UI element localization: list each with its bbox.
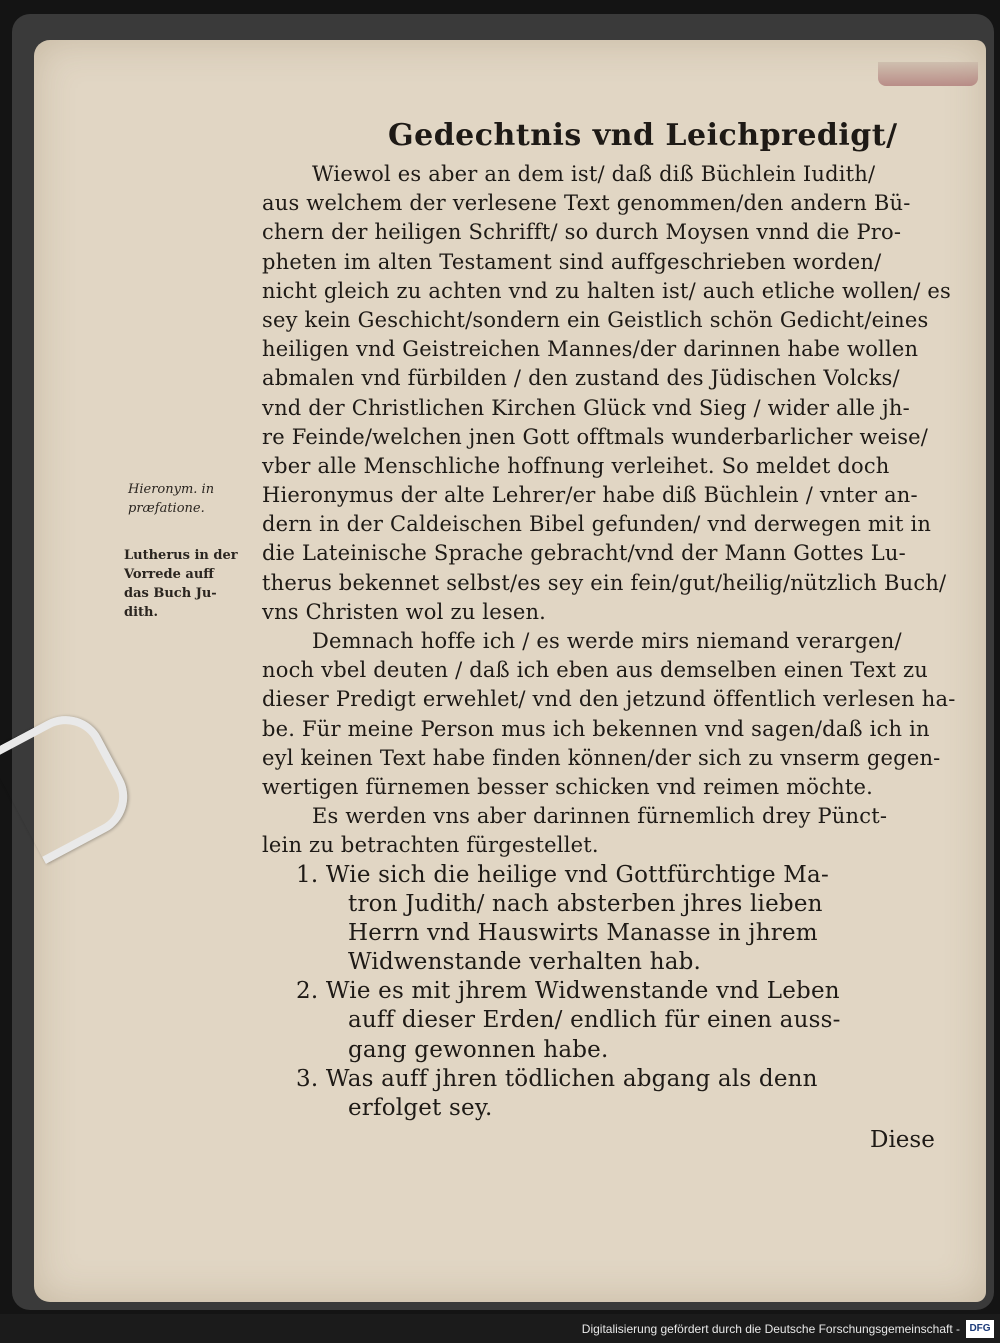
text-line: 3. Was auff jhren tödlichen abgang als denn xyxy=(296,1065,818,1092)
text-line: Wiewol es aber an dem ist/ daß diß Büchlein Iudith/ xyxy=(312,162,876,186)
text-line: re Feinde/welchen jnen Gott offtmals wunderbarlicher weise/ xyxy=(262,424,929,449)
margin-note-line: Vorrede auff xyxy=(124,567,214,582)
text-line: eyl keinen Text habe finden können/der sich zu vnserm gegen- xyxy=(262,745,941,770)
text-line: gang gewonnen habe. xyxy=(348,1036,609,1063)
margin-note-hieronymus xyxy=(128,480,263,518)
catchword: Diese xyxy=(870,1127,935,1153)
text-line: Demnach hoffe ich / es werde mirs niemand verargen/ xyxy=(312,629,902,653)
text-line: 1. Wie sich die heilige vnd Gottfürchtige Ma- xyxy=(296,861,829,888)
text-line: die Lateinische Sprache gebracht/vnd der Mann Gottes Lu- xyxy=(262,541,906,566)
text-line: abmalen vnd fürbilden / den zustand des Jüdischen Volcks/ xyxy=(262,366,900,391)
text-line: dern in der Caldeischen Bibel gefunden/ vnd derwegen mit in xyxy=(262,512,932,537)
footer-credit: Digitalisierung gefördert durch die Deutsche Forschungsgemeinschaft - xyxy=(581,1322,960,1336)
margin-note-line: Lutherus in der xyxy=(124,548,238,563)
text-line: be. Für meine Person mus ich bekennen vnd sagen/daß ich in xyxy=(262,716,930,741)
text-line: wertigen fürnemen besser schicken vnd reimen möchte. xyxy=(262,774,873,799)
text-line: lein zu betrachten fürgestellet. xyxy=(262,833,599,858)
text-line: tron Judith/ nach absterben jhres lieben xyxy=(348,890,823,917)
margin-note-line: præfatione. xyxy=(128,501,205,516)
text-line: heiligen vnd Geistreichen Mannes/der darinnen habe wollen xyxy=(262,337,919,362)
text-line: chern der heiligen Schrifft/ so durch Moysen vnnd die Pro- xyxy=(262,220,902,245)
dfg-logo: DFG xyxy=(966,1320,994,1338)
text-line: Hieronymus der alte Lehrer/er habe diß Büchlein / vnter an- xyxy=(262,483,918,508)
text-line: erfolget sey. xyxy=(348,1095,493,1121)
margin-note-lutherus xyxy=(124,546,259,622)
text-line: 2. Wie es mit jhrem Widwenstande vnd Leben xyxy=(296,978,840,1005)
body-text xyxy=(262,160,956,1123)
text-line: aus welchem der verlesene Text genommen/den andern Bü- xyxy=(262,191,911,216)
text-line: sey kein Geschicht/sondern ein Geistlich schön Gedicht/eines xyxy=(262,307,929,332)
running-header: Gedechtnis vnd Leichpredigt/ xyxy=(388,118,898,153)
text-line: Es werden vns aber darinnen fürnemlich drey Pünct- xyxy=(312,804,888,829)
text-line: vns Christen wol zu lesen. xyxy=(262,599,547,624)
text-line: pheten im alten Testament sind auffgeschrieben worden/ xyxy=(262,249,882,274)
text-line: noch vbel deuten / daß ich eben aus demselben einen Text zu xyxy=(262,658,929,683)
text-line: vber alle Menschliche hoffnung verleihet. So meldet doch xyxy=(262,453,890,478)
text-line: vnd der Christlichen Kirchen Glück vnd Sieg / wider alle jh- xyxy=(262,395,910,420)
text-line: nicht gleich zu achten vnd zu halten ist/ auch etliche wollen/ es xyxy=(262,278,951,303)
text-line: therus bekennet selbst/es sey ein fein/gut/heilig/nützlich Buch/ xyxy=(262,570,947,595)
text-line: auff dieser Erden/ endlich für einen auss- xyxy=(348,1007,841,1034)
margin-note-line: dith. xyxy=(124,605,159,620)
footer-bar xyxy=(0,1316,1000,1343)
text-line: Widwenstande verhalten hab. xyxy=(348,949,702,976)
margin-note-line: das Buch Ju- xyxy=(124,586,217,601)
text-line: Herrn vnd Hauswirts Manasse in jhrem xyxy=(348,919,818,946)
page-corner-edge xyxy=(878,62,978,86)
margin-note-line: Hieronym. in xyxy=(128,482,215,497)
text-line: dieser Predigt erwehlet/ vnd den jetzund öffentlich verlesen ha- xyxy=(262,687,956,712)
